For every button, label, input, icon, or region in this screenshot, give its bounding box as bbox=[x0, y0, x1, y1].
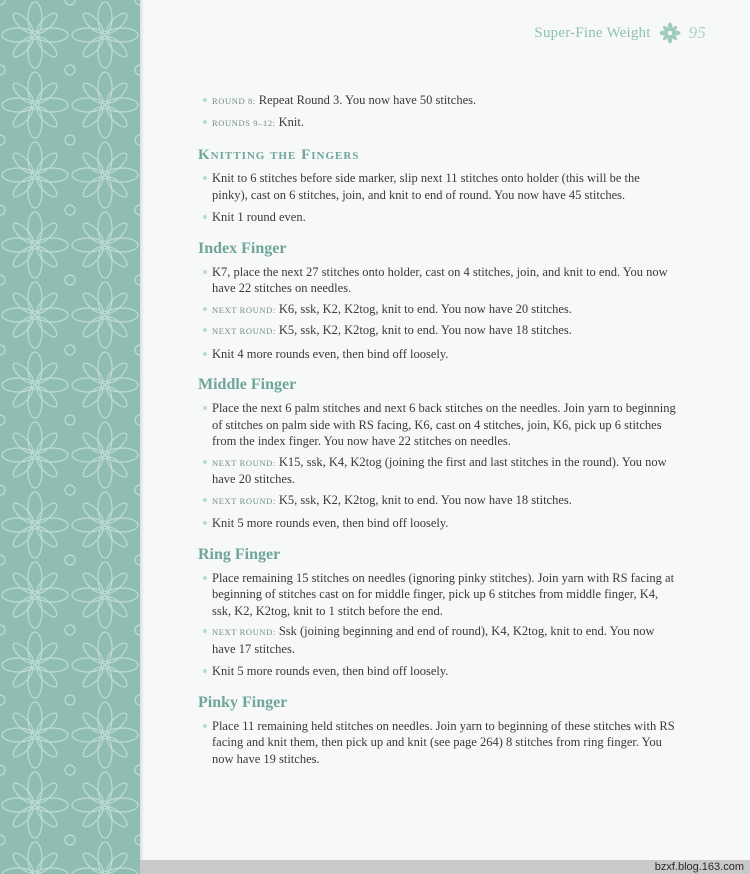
paragraph-text: Knit 4 more rounds even, then bind off loosely. bbox=[212, 346, 449, 361]
bullet bbox=[203, 270, 207, 274]
paragraph bbox=[198, 264, 678, 297]
bullet bbox=[203, 406, 207, 410]
section-heading-middle-finger: Middle Finger bbox=[198, 376, 297, 393]
paragraph bbox=[198, 663, 678, 680]
rounds-block bbox=[198, 92, 678, 131]
round-label: NEXT ROUND: bbox=[212, 495, 276, 506]
section-heading-index-finger: Index Finger bbox=[198, 239, 287, 257]
next-round-line bbox=[198, 492, 678, 510]
flower-icon bbox=[659, 22, 681, 44]
paragraph-text: Place 11 remaining held stitches on needles. Join yarn to beginning of these stitches with RS facing and knit them, then pick up and knit (see page 264) 8 stitches from ring finger. You now have 19 stitches. bbox=[212, 718, 675, 766]
next-round-line bbox=[198, 301, 678, 319]
round-text: K15, ssk, K4, K2tog (joining the first and last stitches in the round). You now have 20 stitches. bbox=[212, 454, 667, 486]
paragraph-text: Knit 1 round even. bbox=[212, 210, 306, 224]
round-text: K5, ssk, K2, K2tog, knit to end. You now have 18 stitches. bbox=[278, 323, 572, 337]
section-heading-pinky-finger: Pinky Finger bbox=[198, 693, 288, 711]
paragraph-text: K7, place the next 27 stitches onto holder, cast on 4 stitches, join, and knit to end. You now have 22 stitches on needles. bbox=[212, 264, 668, 295]
round-text: Ssk (joining beginning and end of round), K4, K2tog, knit to end. You now have 17 stitches. bbox=[212, 624, 655, 656]
bullet bbox=[203, 307, 207, 311]
paragraph bbox=[198, 400, 678, 450]
section-heading-knitting-fingers: Knitting the Fingers bbox=[198, 147, 360, 163]
round-label: NEXT ROUND: bbox=[212, 457, 276, 468]
bullet bbox=[203, 576, 207, 580]
running-header-title: Super-Fine Weight bbox=[534, 24, 651, 41]
paragraph bbox=[198, 570, 678, 620]
paragraph-text: Knit to 6 stitches before side marker, slip next 11 stitches onto holder (this will be the pinky), cast on 6 stitches, join, and knit to end of round. You now have 45 stitches. bbox=[212, 171, 640, 202]
bullet bbox=[203, 176, 207, 180]
round-label: ROUNDS 9–12: bbox=[212, 118, 276, 128]
next-round-line bbox=[198, 454, 678, 488]
paragraph-text: Knit 5 more rounds even, then bind off loosely. bbox=[212, 516, 449, 530]
round-label: NEXT ROUND: bbox=[212, 304, 276, 315]
paragraph-text: Place remaining 15 stitches on needles (ignoring pinky stitches). Join yarn with RS facing at beginning of stitches cast on for middle finger, pick up 6 stitches from middle finger, K4, ssk, K2, K2tog, knit to 1 stitch before the end. bbox=[212, 570, 675, 618]
round-label: NEXT ROUND: bbox=[212, 326, 276, 336]
paragraph bbox=[198, 209, 678, 226]
round-label: NEXT ROUND: bbox=[212, 627, 276, 637]
bullet bbox=[203, 120, 207, 124]
paragraph bbox=[198, 718, 678, 768]
round-8-line bbox=[212, 92, 678, 109]
bullet bbox=[203, 629, 207, 633]
watermark-text: bzxf.blog.163.com bbox=[654, 861, 744, 873]
bullet bbox=[203, 98, 207, 102]
next-round-line bbox=[198, 322, 678, 340]
round-text: K6, ssk, K2, K2tog, knit to end. You now have 20 stitches. bbox=[278, 301, 572, 316]
paragraph bbox=[198, 170, 678, 203]
bullet bbox=[203, 669, 207, 673]
rounds-9-12-line bbox=[212, 114, 678, 131]
bullet bbox=[203, 521, 207, 525]
round-text: Knit. bbox=[278, 115, 304, 129]
page-body bbox=[198, 92, 678, 767]
bullet bbox=[203, 724, 207, 728]
paragraph-text: Knit 5 more rounds even, then bind off loosely. bbox=[212, 664, 449, 678]
page-number: 95 bbox=[688, 23, 706, 42]
bullet bbox=[203, 328, 207, 332]
next-round-line bbox=[198, 623, 678, 657]
round-text: K5, ssk, K2, K2tog, knit to end. You now have 18 stitches. bbox=[278, 492, 572, 507]
bullet bbox=[203, 352, 207, 356]
running-header bbox=[534, 22, 706, 44]
floral-pattern bbox=[0, 0, 140, 874]
bullet bbox=[203, 215, 207, 219]
paragraph-text: Place the next 6 palm stitches and next 6 back stitches on the needles. Join yarn to beginning of stitches on palm side with RS facing, K6, cast on 4 stitches, join, K6, pick up 6 stitches from the index finger. You now have 22 stitches on needles. bbox=[212, 401, 676, 448]
section-heading-ring-finger: Ring Finger bbox=[198, 545, 281, 563]
paragraph bbox=[198, 346, 678, 363]
paragraph bbox=[198, 515, 678, 532]
decorative-margin-band bbox=[0, 0, 140, 874]
round-text: Repeat Round 3. You now have 50 stitches. bbox=[258, 93, 477, 107]
bullet bbox=[203, 460, 207, 464]
page-gutter-shadow bbox=[140, 0, 144, 874]
round-label: ROUND 8: bbox=[212, 96, 256, 106]
bullet bbox=[203, 498, 207, 502]
